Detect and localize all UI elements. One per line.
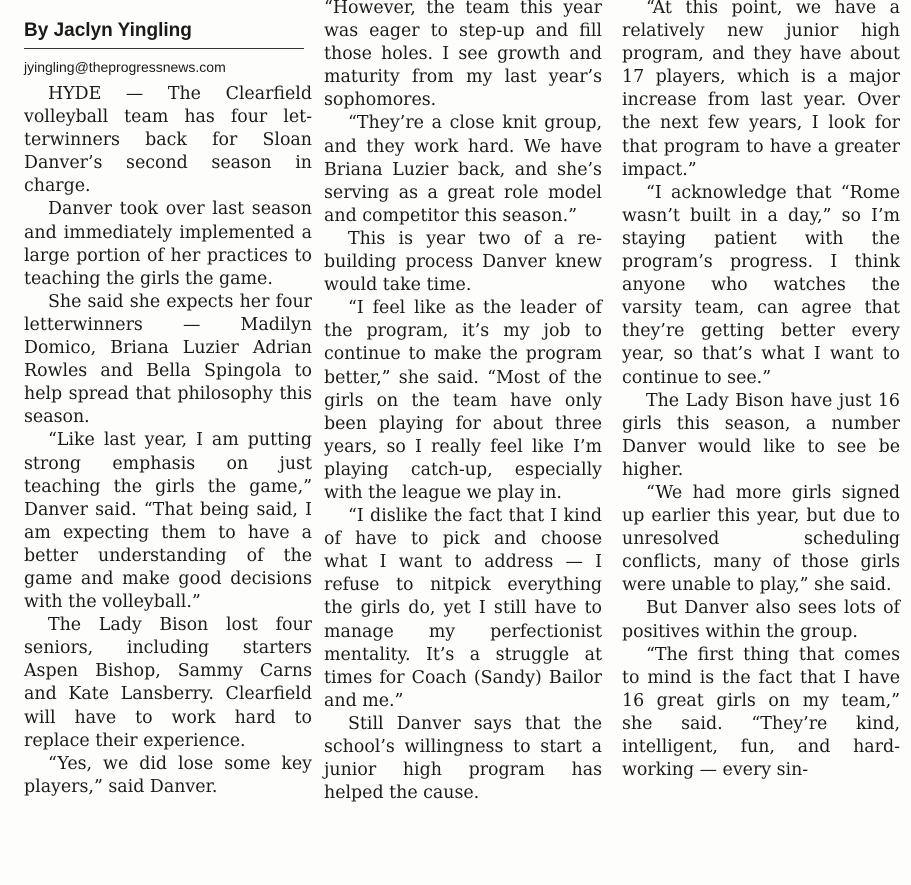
paragraph: “We had more girls signed up earlier this year, but due to unresolved scheduling conflicts, many of those girls were unable to play,” she said. xyxy=(622,482,900,596)
column-3 xyxy=(622,0,907,885)
paragraph: The Lady Bison lost four seniors, including starters Aspen Bishop, Sammy Carns and Kate Lansberry. Clearfield will have to work hard to replace their experience. xyxy=(24,615,312,751)
paragraph: Still Danver says that the school’s willingness to start a junior high program has helped the cause. xyxy=(324,713,602,804)
paragraph: “They’re a close knit group, and they work hard. We have Briana Luzier back, and she’s serving as a great role model and competitor this season.” xyxy=(324,113,602,226)
paragraph: “I dislike the fact that I kind of have to pick and choose what I want to address — I refuse to nitpick everything the girls do, yet I still have to manage my perfectionist mentality. It’s a struggle at times for Coach (Sandy) Bailor and me.” xyxy=(324,506,602,711)
byline: By Jaclyn Yingling xyxy=(24,20,304,49)
paragraph: “I feel like as the leader of the program, it’s my job to continue to make the program better,” she said. “Most of the girls on the team have only been playing for about three years, so I really feel like I’m playing catch-up, especially with the league we play in. xyxy=(324,298,602,503)
column-2 xyxy=(324,0,609,885)
paragraph: “Yes, we did lose some key players,” said Danver. xyxy=(24,753,312,797)
paragraph: Danver took over last season and immediately implemented a large portion of her practices to teaching the girls the game. xyxy=(24,199,312,289)
paragraph: She said she expects her four letterwinners — Madilyn Domico, Briana Luzier Adrian Rowles and Bella Spingola to help spread that philosophy this season. xyxy=(24,291,312,428)
column-1 xyxy=(12,0,312,885)
paragraph: “At this point, we have a relatively new junior high program, and they have about 17 players, which is a major increase from last year. Over the next few years, I look for that program to have a greater impact.” xyxy=(622,0,900,180)
paragraph: “However, the team this year was eager to step-up and fill those holes. I see growth and maturity from my last year’s sophomores. xyxy=(324,0,602,111)
paragraph: But Danver also sees lots of positives within the group. xyxy=(622,598,900,642)
author-email: jyingling@theprogressnews.com xyxy=(24,59,226,75)
paragraph: “The first thing that comes to mind is the fact that I have 16 great girls on my team,” she said. “They’re kind, intelligent, fun, and hard-working — every sin- xyxy=(622,644,900,781)
paragraph: This is year two of a rebuilding process Danver knew would take time. xyxy=(324,228,602,296)
paragraph: “Like last year, I am putting strong emphasis on just teaching the girls the game,” Danver said. “That being said, I am expecting them to have a better understanding of the game and make good decisions with the volleyball.” xyxy=(24,430,312,613)
paragraph: The Lady Bison have just 16 girls this season, a number Danver would like to see be higher. xyxy=(622,390,900,480)
paragraph: HYDE — The Clearfield volleyball team has four letterwinners back for Sloan Danver’s second season in charge. xyxy=(24,84,312,197)
paragraph: “I acknowledge that “Rome wasn’t built in a day,” so I’m staying patient with the program’s progress. I think anyone who watches the varsity team, can agree that they’re getting better every year, so that’s what I want to continue to see.” xyxy=(622,182,900,388)
